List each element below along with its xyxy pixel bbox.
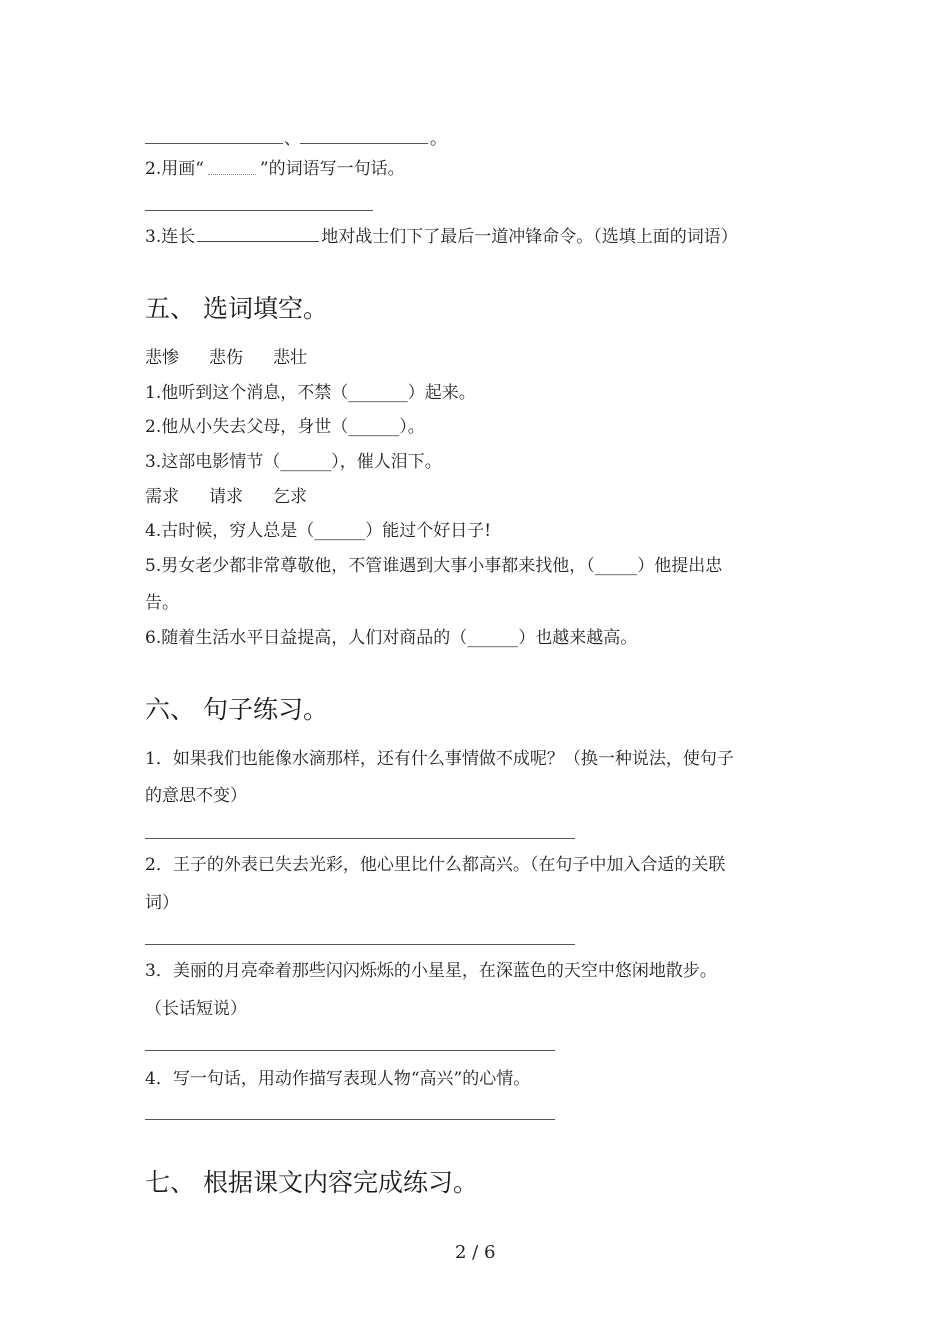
answer-line-s6-q4[interactable] xyxy=(145,1119,555,1120)
s4-q2-text-before: 2.用画“ xyxy=(145,159,204,179)
s5-question-6: 6.随着生活水平日益提高，人们对商品的（______）也越来越高。 xyxy=(145,628,638,648)
wavy-underline-icon xyxy=(208,164,256,175)
enum-end-period: 。 xyxy=(430,129,447,149)
s4-question-2 xyxy=(145,158,405,180)
word-option: 悲壮 xyxy=(273,348,307,368)
word-option: 请求 xyxy=(209,487,243,507)
answer-line-s6-q2[interactable] xyxy=(145,944,575,945)
section-6-heading: 六、 句子练习。 xyxy=(145,695,328,724)
answer-line-1[interactable] xyxy=(145,143,283,144)
word-option: 乞求 xyxy=(273,487,307,507)
word-bank-1 xyxy=(145,347,337,369)
word-option: 需求 xyxy=(145,487,179,507)
s6-question-2-line1: 2．王子的外表已失去光彩，他心里比什么都高兴。（在句子中加入合适的关联 xyxy=(145,855,726,875)
page-number: 2 / 6 xyxy=(455,1242,496,1263)
s6-question-1-line1: 1．如果我们也能像水滴那样，还有什么事情做不成呢？（换一种说法，使句子 xyxy=(145,749,734,769)
s6-question-2-line2: 词） xyxy=(145,893,179,913)
s5-question-5-line1: 5.男女老少都非常尊敬他，不管谁遇到大事小事都来找他，（_____）他提出忠 xyxy=(145,556,723,576)
s5-question-3: 3.这部电影情节（______），催人泪下。 xyxy=(145,452,442,472)
word-option: 悲惨 xyxy=(145,348,179,368)
answer-line-2[interactable] xyxy=(300,143,428,144)
section-7-heading: 七、 根据课文内容完成练习。 xyxy=(145,1168,478,1197)
answer-line-s4-q2[interactable] xyxy=(145,210,373,211)
s5-question-2: 2.他从小失去父母，身世（______）。 xyxy=(145,417,425,437)
s4-q3-text-before: 3.连长 xyxy=(145,227,196,247)
s5-question-5-line2: 告。 xyxy=(145,593,179,613)
s5-question-1: 1.他听到这个消息，不禁（_______）起来。 xyxy=(145,383,476,403)
enum-separator: 、 xyxy=(284,129,301,149)
s6-question-3-line1: 3．美丽的月亮牵着那些闪闪烁烁的小星星，在深蓝色的天空中悠闲地散步。 xyxy=(145,961,717,981)
s6-question-4: 4．写一句话，用动作描写表现人物“高兴”的心情。 xyxy=(145,1069,531,1089)
word-option: 悲伤 xyxy=(209,348,243,368)
section-5-heading: 五、 选词填空。 xyxy=(145,294,328,323)
answer-line-s6-q1[interactable] xyxy=(145,838,575,839)
s5-question-4: 4.古时候，穷人总是（______）能过个好日子! xyxy=(145,521,492,541)
s4-q3-blank[interactable] xyxy=(197,227,319,242)
s6-question-1-line2: 的意思不变） xyxy=(145,786,247,806)
s4-q3-text-after: 地对战士们下了最后一道冲锋命令。（选填上面的词语） xyxy=(321,227,738,247)
answer-line-s6-q3[interactable] xyxy=(145,1050,555,1051)
s4-q2-text-after: ”的词语写一句话。 xyxy=(259,159,405,179)
word-bank-2 xyxy=(145,486,337,508)
s6-question-3-line2: （长话短说） xyxy=(145,999,247,1019)
s4-question-3 xyxy=(145,226,738,248)
